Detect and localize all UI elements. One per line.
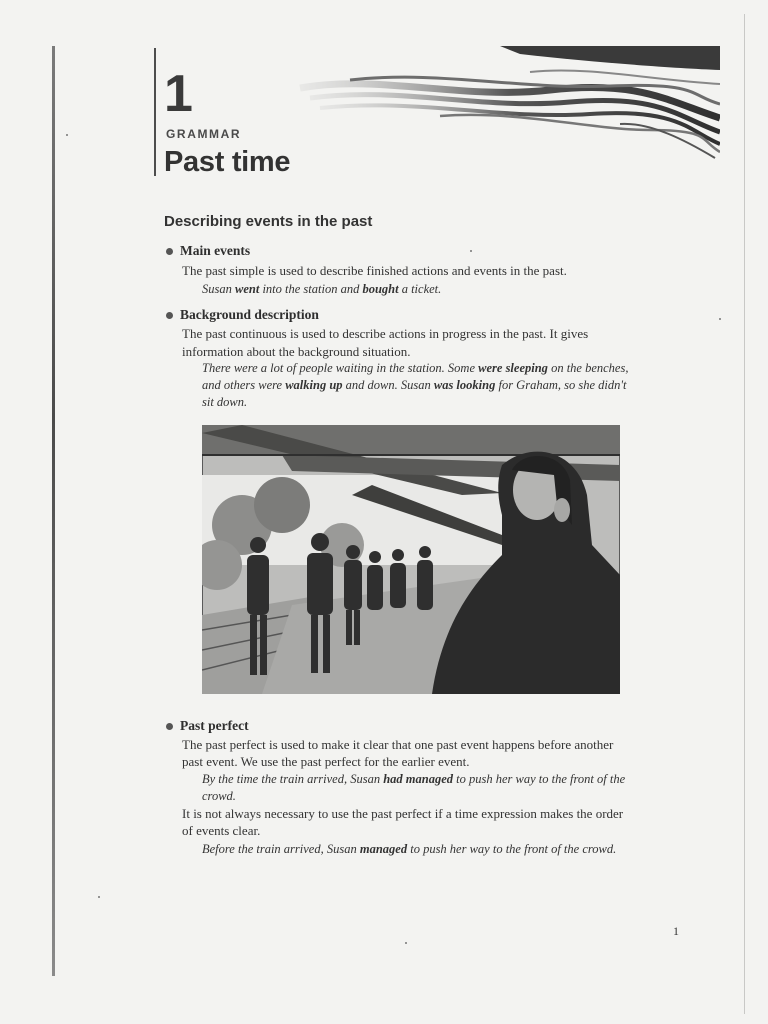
- main-events-example: Susan went into the station and bought a ticket.: [202, 282, 442, 296]
- station-platform-illustration: [202, 425, 620, 694]
- bullet-past-perfect: [166, 723, 173, 730]
- header-decoration: [290, 40, 720, 160]
- background-example-3: sit down.: [202, 395, 248, 409]
- past-perfect-text-2: past event. We use the past perfect for the earlier event.: [182, 754, 470, 769]
- item-title-past-perfect: Past perfect: [180, 718, 249, 733]
- main-events-text: The past simple is used to describe finished actions and events in the past.: [182, 263, 567, 278]
- past-perfect-text-1: The past perfect is used to make it clear that one past event happens before another: [182, 737, 614, 752]
- scan-speck: [470, 250, 472, 252]
- background-text-1: The past continuous is used to describe actions in progress in the past. It gives: [182, 326, 589, 341]
- section-label: GRAMMAR: [166, 127, 242, 141]
- scan-speck: [98, 896, 100, 898]
- past-perfect-text-3: It is not always necessary to use the past perfect if a time expression makes the order: [182, 806, 624, 821]
- past-perfect-example-1b: crowd.: [202, 789, 236, 803]
- past-perfect-example-2: Before the train arrived, Susan managed to push her way to the front of the crowd.: [202, 842, 617, 856]
- scan-speck: [66, 134, 68, 136]
- background-example-1: There were a lot of people waiting in the station. Some were sleeping on the benches,: [202, 361, 629, 375]
- page-title: Past time: [164, 146, 291, 178]
- page-number: 1: [673, 924, 679, 938]
- background-text-2: information about the background situation.: [182, 344, 411, 359]
- past-perfect-text-4: of events clear.: [182, 823, 261, 838]
- bullet-background: [166, 312, 173, 319]
- section-subheading: Describing events in the past: [164, 213, 373, 230]
- background-example-2: and others were walking up and down. Susan was looking for Graham, so she didn't: [202, 378, 627, 392]
- past-perfect-example-1a: By the time the train arrived, Susan had managed to push her way to the front of the: [202, 772, 626, 786]
- bullet-main-events: [166, 248, 173, 255]
- page-edge-left: [52, 46, 55, 976]
- item-title-main-events: Main events: [180, 243, 251, 258]
- scan-speck: [719, 318, 721, 320]
- chapter-rule: [154, 48, 156, 176]
- page-edge-right: [744, 14, 745, 1014]
- item-title-background: Background description: [180, 307, 319, 322]
- chapter-number: 1: [164, 65, 193, 123]
- scan-speck: [405, 942, 407, 944]
